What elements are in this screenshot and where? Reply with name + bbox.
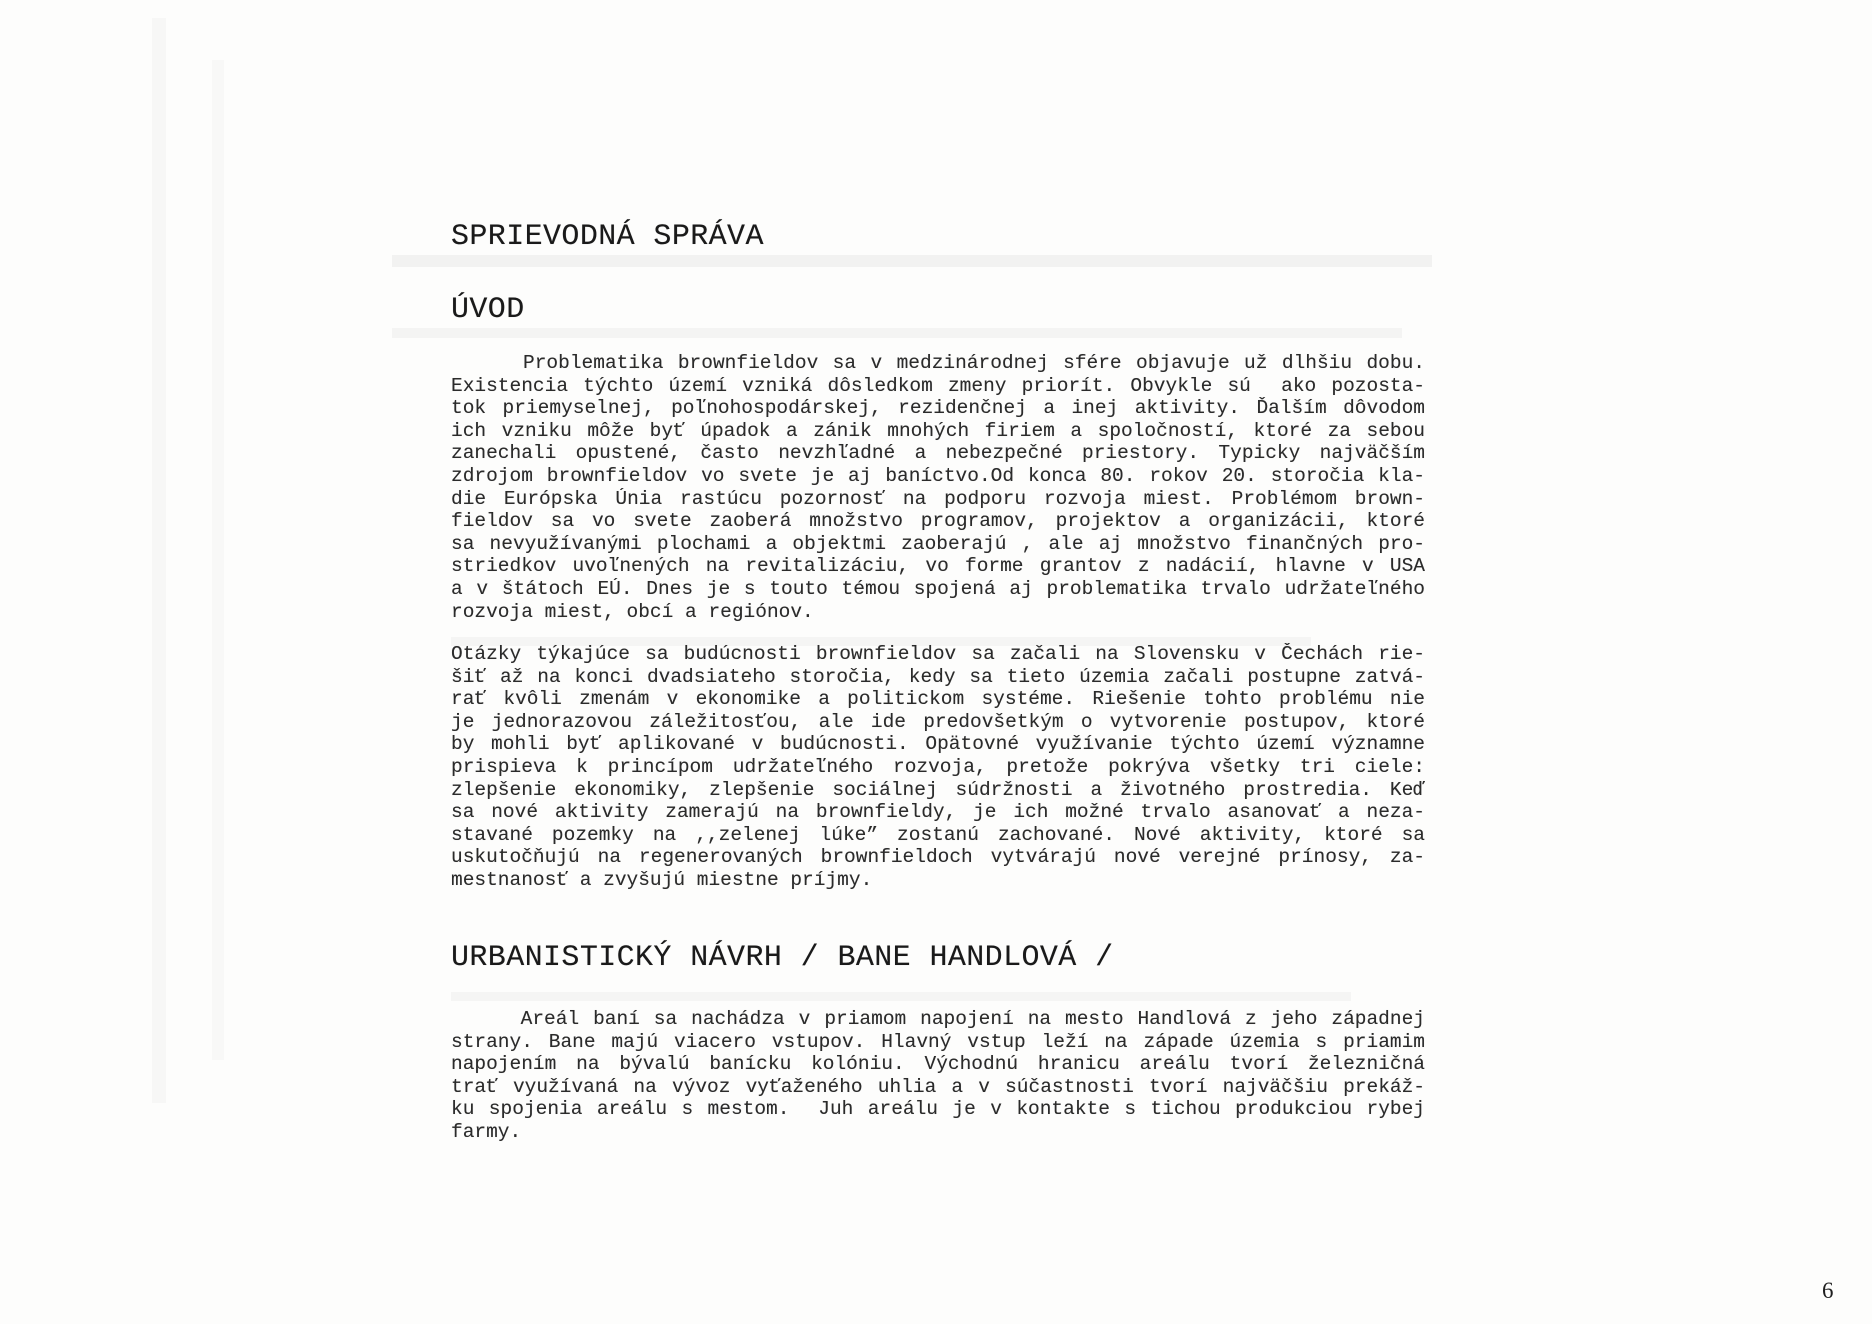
text-line: mestnanosť a zvyšujú miestne príjmy. <box>451 868 873 891</box>
scan-artifact <box>392 328 1402 338</box>
scan-artifact <box>212 60 224 1060</box>
text-line: šiť až na konci dvadsiateho storočia, kedy sa tieto územia začali postupne zatvá- <box>451 665 1425 688</box>
text-line: stavané pozemky na ,,zelenej lúke” zostanú zachované. Nové aktivity, ktoré sa <box>451 823 1425 846</box>
text-line: sa nevyužívanými plochami a objektmi zaoberajú , ale aj množstvo finančných pro- <box>451 532 1425 555</box>
text-line: sa nové aktivity zamerajú na brownfieldy, je ich možné trvalo asanovať a neza- <box>451 801 1425 824</box>
text-line: fieldov sa vo svete zaoberá množstvo programov, projektov a organizácii, ktoré <box>451 510 1425 533</box>
scan-artifact <box>152 18 166 1103</box>
text-line: striedkov uvoľnených na revitalizáciu, vo forme grantov z nadácií, hlavne v USA <box>451 555 1425 578</box>
text-line: uskutočňujú na regenerovaných brownfieldoch vytvárajú nové verejné prínosy, za- <box>451 846 1425 869</box>
text-line: je jednorazovou záležitosťou, ale ide predovšetkým o vytvorenie postupov, ktoré <box>451 710 1425 733</box>
text-line: prispieva k princípom udržateľného rozvoja, pretože pokrýva všetky tri ciele: <box>451 755 1425 778</box>
text-line: die Európska Únia rastúcu pozornosť na podporu rozvoja miest. Problémom brown- <box>451 487 1425 510</box>
text-line: zdrojom brownfieldov vo svete je aj baníctvo.Od konca 80. rokov 20. storočia kla- <box>451 464 1425 487</box>
text-line: Existencia týchto území vzniká dôsledkom zmeny priorít. Obvykle sú ako pozosta- <box>451 374 1425 397</box>
text-line: farmy. <box>451 1120 522 1143</box>
text-line: ku spojenia areálu s mestom. Juh areálu je v kontakte s tichou produkciou rybej <box>451 1098 1425 1121</box>
scan-artifact <box>392 255 1432 267</box>
text-line: zanechali opustené, často nevzhľadné a nebezpečné priestory. Typicky najväčším <box>451 442 1425 465</box>
section-heading-urbanisticky-navrh: URBANISTICKÝ NÁVRH / BANE HANDLOVÁ / <box>451 941 1114 975</box>
paragraph-intro-1 <box>451 352 1425 623</box>
text-line: rozvoja miest, obcí a regiónov. <box>451 600 814 623</box>
text-line: Problematika brownfieldov sa v medzinárodnej sfére objavuje už dlhšiu dobu. <box>451 352 1425 374</box>
paragraph-intro-2 <box>451 643 1425 892</box>
text-line: ich vzniku môže byť úpadok a zánik mnohých firiem a spoločností, ktoré za sebou <box>451 419 1425 442</box>
section-heading-uvod: ÚVOD <box>451 293 525 327</box>
text-line: rať kvôli zmenám v ekonomike a politickom systéme. Riešenie tohto problému nie <box>451 688 1425 711</box>
text-line: by mohli byť aplikované v budúcnosti. Opätovné využívanie týchto území významne <box>451 733 1425 756</box>
text-line: tok priemyselnej, poľnohospodárskej, rezidenčnej a inej aktivity. Ďalším dôvodom <box>451 397 1425 420</box>
scan-artifact <box>451 992 1351 1001</box>
text-line: strany. Bane majú viacero vstupov. Hlavný vstup leží na západe územia s priamim <box>451 1030 1425 1053</box>
text-line: Areál baní sa nachádza v priamom napojení na mesto Handlová z jeho západnej <box>451 1008 1425 1030</box>
text-line: napojením na bývalú banícku kolóniu. Východnú hranicu areálu tvorí železničná <box>451 1053 1425 1076</box>
page-number: 6 <box>1822 1278 1834 1303</box>
text-line: Otázky týkajúce sa budúcnosti brownfieldov sa začali na Slovensku v Čechách rie- <box>451 643 1425 665</box>
text-line: zlepšenie ekonomiky, zlepšenie sociálnej súdržnosti a životného prostredia. Keď <box>451 778 1425 801</box>
text-line: trať využívaná na vývoz vyťaženého uhlia a v súčastnosti tvorí najväčšiu prekáž- <box>451 1075 1425 1098</box>
document-title: SPRIEVODNÁ SPRÁVA <box>451 220 764 254</box>
paragraph-urbanisticky-navrh <box>451 1008 1425 1144</box>
text-line: a v štátoch EÚ. Dnes je s touto témou spojená aj problematika trvalo udržateľného <box>451 577 1425 600</box>
